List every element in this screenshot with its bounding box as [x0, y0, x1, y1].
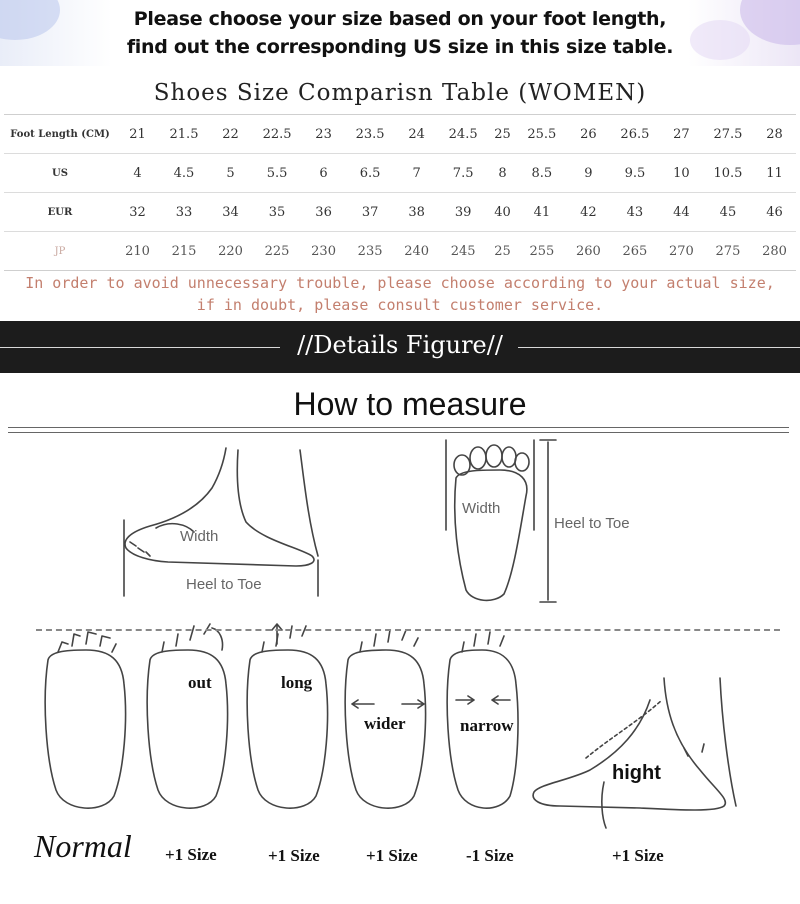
cell: 43	[610, 193, 660, 232]
cell: 6	[302, 154, 345, 193]
cell: 45	[703, 193, 753, 232]
row-label: US	[4, 154, 116, 193]
cell: 25	[488, 115, 517, 154]
cell: 22	[209, 115, 252, 154]
cell: 36	[302, 193, 345, 232]
cell: 32	[116, 193, 159, 232]
cell: 240	[395, 232, 438, 271]
cell: 210	[116, 232, 159, 271]
cell: 35	[252, 193, 302, 232]
size-table-title: Shoes Size Comparisn Table (WOMEN)	[153, 80, 647, 106]
cell: 23.5	[345, 115, 395, 154]
size-note-line-1: In order to avoid unnecessary trouble, please choose according to your actual size,	[25, 274, 775, 292]
row-label: Foot Length (CM)	[4, 115, 116, 154]
cell: 7	[395, 154, 438, 193]
cell: 34	[209, 193, 252, 232]
cell: 4.5	[159, 154, 209, 193]
top-foot-illustration	[446, 440, 556, 602]
cell: 46	[753, 193, 796, 232]
how-to-measure-title: How to measure	[293, 386, 527, 422]
cell: 26.5	[610, 115, 660, 154]
row-label: JP	[4, 232, 116, 271]
cell: 44	[660, 193, 703, 232]
cell: 265	[610, 232, 660, 271]
size-label-normal: Normal	[34, 828, 132, 864]
banner-text: //Details Figure//	[291, 331, 509, 359]
section-divider	[36, 629, 780, 631]
fit-label-long: long	[281, 673, 313, 692]
cell: 40	[488, 193, 517, 232]
cell: 6.5	[345, 154, 395, 193]
fit-label-out: out	[188, 673, 212, 692]
cell: 23	[302, 115, 345, 154]
top-width-label: Width	[462, 500, 501, 517]
cell: 25	[488, 232, 517, 271]
cell: 42	[567, 193, 610, 232]
foot-out-illustration	[147, 624, 227, 808]
cell: 28	[753, 115, 796, 154]
row-label: EUR	[4, 193, 116, 232]
cell: 10.5	[703, 154, 753, 193]
cell: 220	[209, 232, 252, 271]
cell: 21.5	[159, 115, 209, 154]
cell: 235	[345, 232, 395, 271]
cell: 22.5	[252, 115, 302, 154]
side-width-label: Width	[180, 528, 219, 545]
cell: 24.5	[438, 115, 488, 154]
side-foot-illustration	[124, 448, 318, 596]
foot-high-instep-illustration	[533, 678, 736, 828]
cell: 26	[567, 115, 610, 154]
cell: 8.5	[517, 154, 567, 193]
cell: 225	[252, 232, 302, 271]
cell: 4	[116, 154, 159, 193]
cell: 33	[159, 193, 209, 232]
cell: 8	[488, 154, 517, 193]
cell: 7.5	[438, 154, 488, 193]
cell: 11	[753, 154, 796, 193]
fit-label-narrow: narrow	[460, 716, 514, 735]
top-heel-to-toe-label: Heel to Toe	[554, 515, 630, 532]
size-note-line-2: if in doubt, please consult customer service.	[196, 296, 604, 314]
side-heel-to-toe-label: Heel to Toe	[182, 576, 266, 593]
cell: 9	[567, 154, 610, 193]
cell: 280	[753, 232, 796, 271]
cell: 37	[345, 193, 395, 232]
cell: 5	[209, 154, 252, 193]
cell: 25.5	[517, 115, 567, 154]
foot-normal-illustration	[45, 632, 125, 808]
cell: 215	[159, 232, 209, 271]
cell: 27	[660, 115, 703, 154]
size-label-wider: +1 Size	[366, 846, 418, 865]
cell: 255	[517, 232, 567, 271]
cell: 270	[660, 232, 703, 271]
foot-long-illustration	[247, 624, 327, 808]
cell: 5.5	[252, 154, 302, 193]
cell: 21	[116, 115, 159, 154]
cell: 38	[395, 193, 438, 232]
cell: 9.5	[610, 154, 660, 193]
cell: 260	[567, 232, 610, 271]
cell: 10	[660, 154, 703, 193]
header-line-2: find out the corresponding US size in this size table.	[126, 36, 674, 58]
size-label-long: +1 Size	[268, 846, 320, 865]
cell: 39	[438, 193, 488, 232]
cell: 24	[395, 115, 438, 154]
size-label-out: +1 Size	[165, 845, 217, 864]
cell: 245	[438, 232, 488, 271]
cell: 275	[703, 232, 753, 271]
cell: 27.5	[703, 115, 753, 154]
cell: 41	[517, 193, 567, 232]
fit-label-wider: wider	[364, 714, 406, 733]
header-line-1: Please choose your size based on your foot length,	[133, 8, 667, 30]
size-label-hight: +1 Size	[612, 846, 664, 865]
fit-label-hight: hight	[612, 762, 661, 784]
cell: 230	[302, 232, 345, 271]
size-label-narrow: -1 Size	[466, 846, 514, 865]
